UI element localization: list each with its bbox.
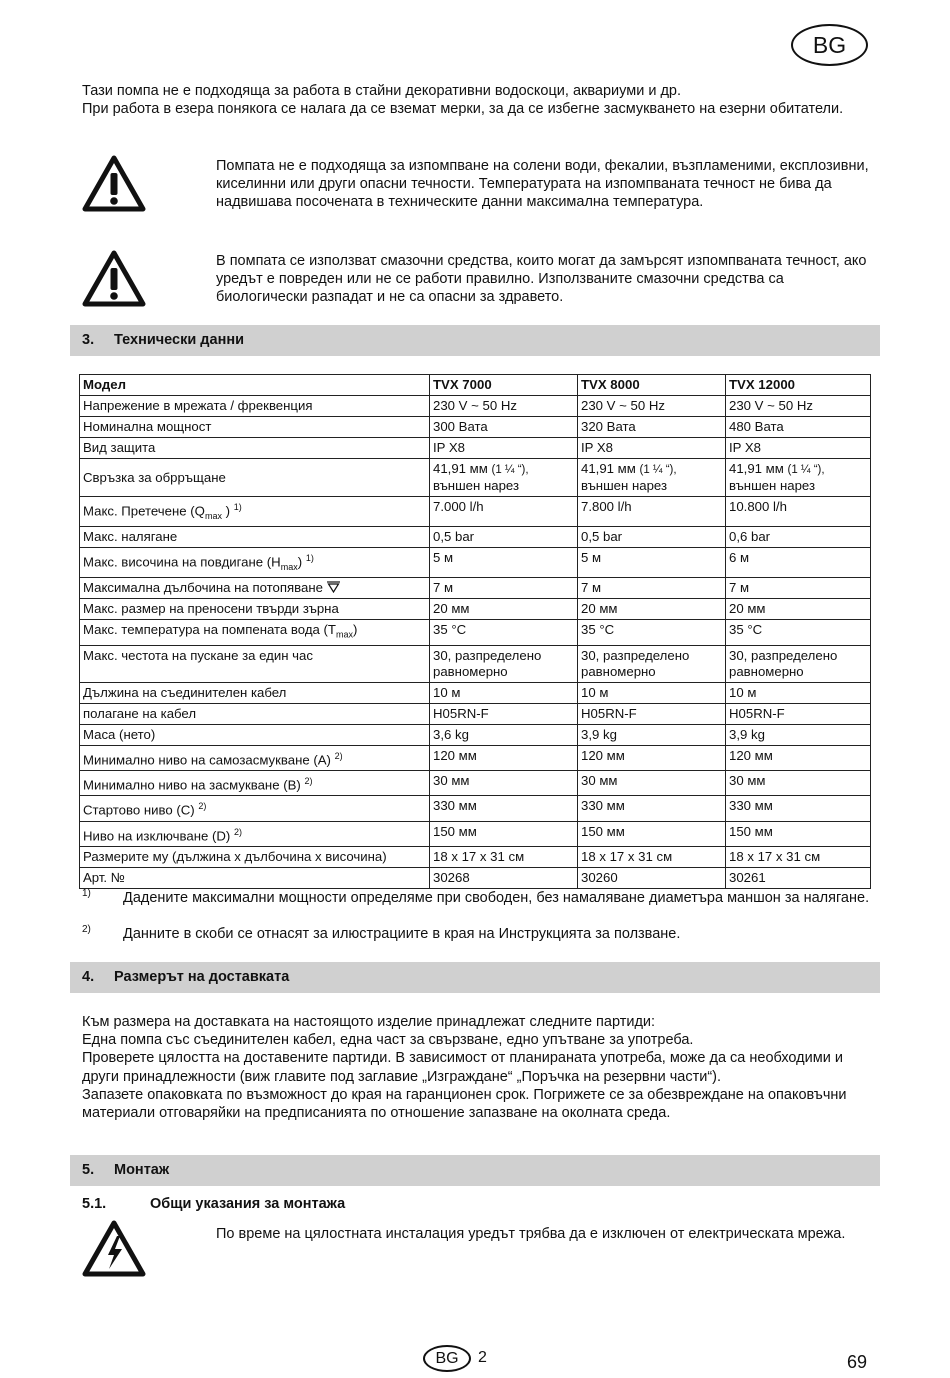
section-title: Технически данни xyxy=(114,332,244,348)
cell: 30 мм xyxy=(726,771,871,796)
electric-hazard-icon xyxy=(82,1219,146,1277)
cell: 10 м xyxy=(578,682,726,703)
cell: 7 м xyxy=(578,578,726,599)
cell: IP X8 xyxy=(430,438,578,459)
cell: 230 V ~ 50 Hz xyxy=(578,396,726,417)
water-level-icon xyxy=(327,581,340,593)
row-label: Макс. налягане xyxy=(80,527,430,548)
cell: 150 мм xyxy=(578,821,726,846)
cell: 0,5 bar xyxy=(430,527,578,548)
intro-line: Тази помпа не е подходяща за работа в стайни декоративни водоскоци, аквариуми и др. xyxy=(82,83,682,99)
technical-data-table xyxy=(79,374,871,889)
header-cell: TVX 7000 xyxy=(430,375,578,396)
row-label: Свръзка за обрръщане xyxy=(80,459,430,497)
table-row xyxy=(80,438,871,459)
row-label: Минимално ниво на засмукване (B) $^{2)}$ xyxy=(80,771,430,796)
paragraph: Една помпа със съединителен кабел, една част за свързване, едно упътване за употреба. xyxy=(82,1032,694,1049)
cell: H05RN-F xyxy=(430,703,578,724)
cell: 35 °C xyxy=(430,620,578,646)
footer-language-badge: BG xyxy=(423,1345,471,1372)
header-cell: TVX 8000 xyxy=(578,375,726,396)
row-label: Стартово ниво (C) $^{2)}$ xyxy=(80,796,430,821)
table-row xyxy=(80,645,871,682)
row-label: Макс. честота на пускане за един час xyxy=(80,645,430,682)
table-row xyxy=(80,796,871,821)
cell: IP X8 xyxy=(578,438,726,459)
footnote-mark: 1) xyxy=(82,888,91,899)
cell: 20 мм xyxy=(430,599,578,620)
cell: 41,91 мм (1 ¼ “), външен нарез xyxy=(430,459,578,497)
cell: H05RN-F xyxy=(578,703,726,724)
cell: 7 м xyxy=(726,578,871,599)
cell: 30, разпределено равномерно xyxy=(430,645,578,682)
row-label: Напрежение в мрежата / фреквенция xyxy=(80,396,430,417)
row-label: Вид защита xyxy=(80,438,430,459)
cell: H05RN-F xyxy=(726,703,871,724)
warning-text-fluids: Помпата не е подходяща за изпомпване на солени води, фекалии, възпламеними, експлозивни, киселинни или други опасни течности. Температурата на изпомпваната течност не бива да надвишава посочената в техническите данни максимална температура. xyxy=(216,158,869,211)
row-label: Арт. № xyxy=(80,868,430,889)
section-heading-technical-data xyxy=(70,325,880,356)
table-row xyxy=(80,724,871,745)
table-row xyxy=(80,396,871,417)
cell: 230 V ~ 50 Hz xyxy=(726,396,871,417)
cell: 18 х 17 х 31 см xyxy=(578,847,726,868)
table-row xyxy=(80,682,871,703)
cell: 120 мм xyxy=(430,745,578,770)
table-row xyxy=(80,745,871,770)
cell: 7.800 l/h xyxy=(578,497,726,527)
cell: 30261 xyxy=(726,868,871,889)
paragraph: Запазете опаковката по възможност до края на гаранционен срок. Погрижете се за обезвреждане на опаковъчни материали отговаряйки на предписанията по отношение запазване на околната среда. xyxy=(82,1086,847,1122)
paragraph: Проверете цялостта на доставените партиди. В зависимост от планираната употреба, може да са необходими и други принадлежности (виж главите под заглавие „Изграждане“ „Поръчка на резервни части“). xyxy=(82,1050,843,1085)
cell: 35 °C xyxy=(726,620,871,646)
cell: 0,6 bar xyxy=(726,527,871,548)
row-label: Макс. височина на повдигане $(H_{max})$ $^{1)}$ xyxy=(80,548,430,578)
cell: 20 мм xyxy=(726,599,871,620)
intro-text xyxy=(82,82,872,118)
table-header-row xyxy=(80,375,871,396)
row-label: Макс. размер на преносени твърди зърна xyxy=(80,599,430,620)
row-label: Маса (нето) xyxy=(80,724,430,745)
table-row xyxy=(80,703,871,724)
cell: 35 °C xyxy=(578,620,726,646)
cell: 20 мм xyxy=(578,599,726,620)
cell: 41,91 мм (1 ¼ “), външен нарез xyxy=(578,459,726,497)
table-row xyxy=(80,459,871,497)
table-row xyxy=(80,868,871,889)
table-row xyxy=(80,548,871,578)
paragraph: Към размера на доставката на настоящото изделие принадлежат следните партиди: xyxy=(82,1014,656,1030)
row-label: Размерите му (дължина х дълбочина х височина) xyxy=(80,847,430,868)
table-row xyxy=(80,578,871,599)
subsection-heading xyxy=(82,1196,345,1212)
delivery-text xyxy=(82,1013,872,1122)
cell: 10 м xyxy=(726,682,871,703)
table-row xyxy=(80,847,871,868)
section-number: 3. xyxy=(82,332,95,348)
warning-triangle-icon xyxy=(82,154,146,212)
cell: 18 х 17 х 31 см xyxy=(430,847,578,868)
cell: 41,91 мм (1 ¼ “), външен нарез xyxy=(726,459,871,497)
table-row xyxy=(80,821,871,846)
cell: 230 V ~ 50 Hz xyxy=(430,396,578,417)
intro-line: При работа в езера понякога се налага да се вземат мерки, за да се избегне засмукването на езерни обитатели. xyxy=(82,101,844,118)
subsection-title: Общи указания за монтажа xyxy=(150,1196,346,1212)
cell: 330 мм xyxy=(578,796,726,821)
footer-doc-page: 2 xyxy=(478,1349,487,1366)
section-heading-mounting xyxy=(70,1155,880,1186)
cell: 10.800 l/h xyxy=(726,497,871,527)
cell: 480 Вата xyxy=(726,417,871,438)
header-cell: TVX 12000 xyxy=(726,375,871,396)
cell: 30, разпределено равномерно xyxy=(578,645,726,682)
section-heading-delivery xyxy=(70,962,880,993)
page-number: 69 xyxy=(847,1352,868,1372)
cell: 150 мм xyxy=(726,821,871,846)
cell: 7.000 l/h xyxy=(430,497,578,527)
cell: 5 м xyxy=(430,548,578,578)
row-label: Макс. температура на помпената вода $(T_{max})$ xyxy=(80,620,430,646)
section-title: Монтаж xyxy=(114,1162,170,1178)
mounting-note: По време на цялостната инсталация уредът трябва да е изключен от електрическата мрежа. xyxy=(216,1226,846,1242)
cell: 30 мм xyxy=(578,771,726,796)
table-row xyxy=(80,599,871,620)
row-label: Дължина на съединителен кабел xyxy=(80,682,430,703)
row-label: Макс. Претечене ($Q_{max}$ ) $^{1)}$ xyxy=(80,497,430,527)
cell: 30260 xyxy=(578,868,726,889)
cell: 300 Вата xyxy=(430,417,578,438)
footnote-text: Данните в скоби се отнасят за илюстрациите в края на Инструкцията за ползване. xyxy=(123,926,681,942)
section-number: 5. xyxy=(82,1162,95,1178)
section-title: Размерът на доставката xyxy=(114,969,290,985)
footnote-text: Дадените максимални мощности определяме при свободен, без намаляване диаметъра маншон за налягане. xyxy=(123,890,870,906)
table-row xyxy=(80,620,871,646)
table-row xyxy=(80,771,871,796)
cell: 30 мм xyxy=(430,771,578,796)
cell: 3,6 kg xyxy=(430,724,578,745)
section-number: 4. xyxy=(82,969,95,985)
cell: 30268 xyxy=(430,868,578,889)
cell: 330 мм xyxy=(430,796,578,821)
cell: 120 мм xyxy=(578,745,726,770)
table-row xyxy=(80,497,871,527)
cell: IP X8 xyxy=(726,438,871,459)
table-row xyxy=(80,527,871,548)
cell: 6 м xyxy=(726,548,871,578)
cell: 7 м xyxy=(430,578,578,599)
language-badge: BG xyxy=(791,24,868,66)
subsection-number: 5.1. xyxy=(82,1196,107,1212)
row-label: Номинална мощност xyxy=(80,417,430,438)
cell: 150 мм xyxy=(430,821,578,846)
row-label: полагане на кабел xyxy=(80,703,430,724)
cell: 5 м xyxy=(578,548,726,578)
cell: 18 х 17 х 31 см xyxy=(726,847,871,868)
row-label: Ниво на изключване (D) $^{2)}$ xyxy=(80,821,430,846)
cell: 320 Вата xyxy=(578,417,726,438)
cell: 10 м xyxy=(430,682,578,703)
cell: 120 мм xyxy=(726,745,871,770)
header-cell: Модел xyxy=(80,375,430,396)
cell: 3,9 kg xyxy=(578,724,726,745)
cell: 30, разпределено равномерно xyxy=(726,645,871,682)
warning-text-lubricants: В помпата се използват смазочни средства, които могат да замърсят изпомпваната течност, ако уредът е повреден или не се работи правилно. Използваните смазочни средства са биологически разпадат и не са опасни за здравето. xyxy=(216,253,867,306)
row-label: Минимално ниво на самозасмукване (A) $^{2)}$ xyxy=(80,745,430,770)
cell: 330 мм xyxy=(726,796,871,821)
row-label: Максимална дълбочина на потопяване xyxy=(80,578,430,599)
warning-triangle-icon xyxy=(82,249,146,307)
table-row xyxy=(80,417,871,438)
cell: 0,5 bar xyxy=(578,527,726,548)
cell: 3,9 kg xyxy=(726,724,871,745)
footnote-mark: 2) xyxy=(82,924,91,935)
